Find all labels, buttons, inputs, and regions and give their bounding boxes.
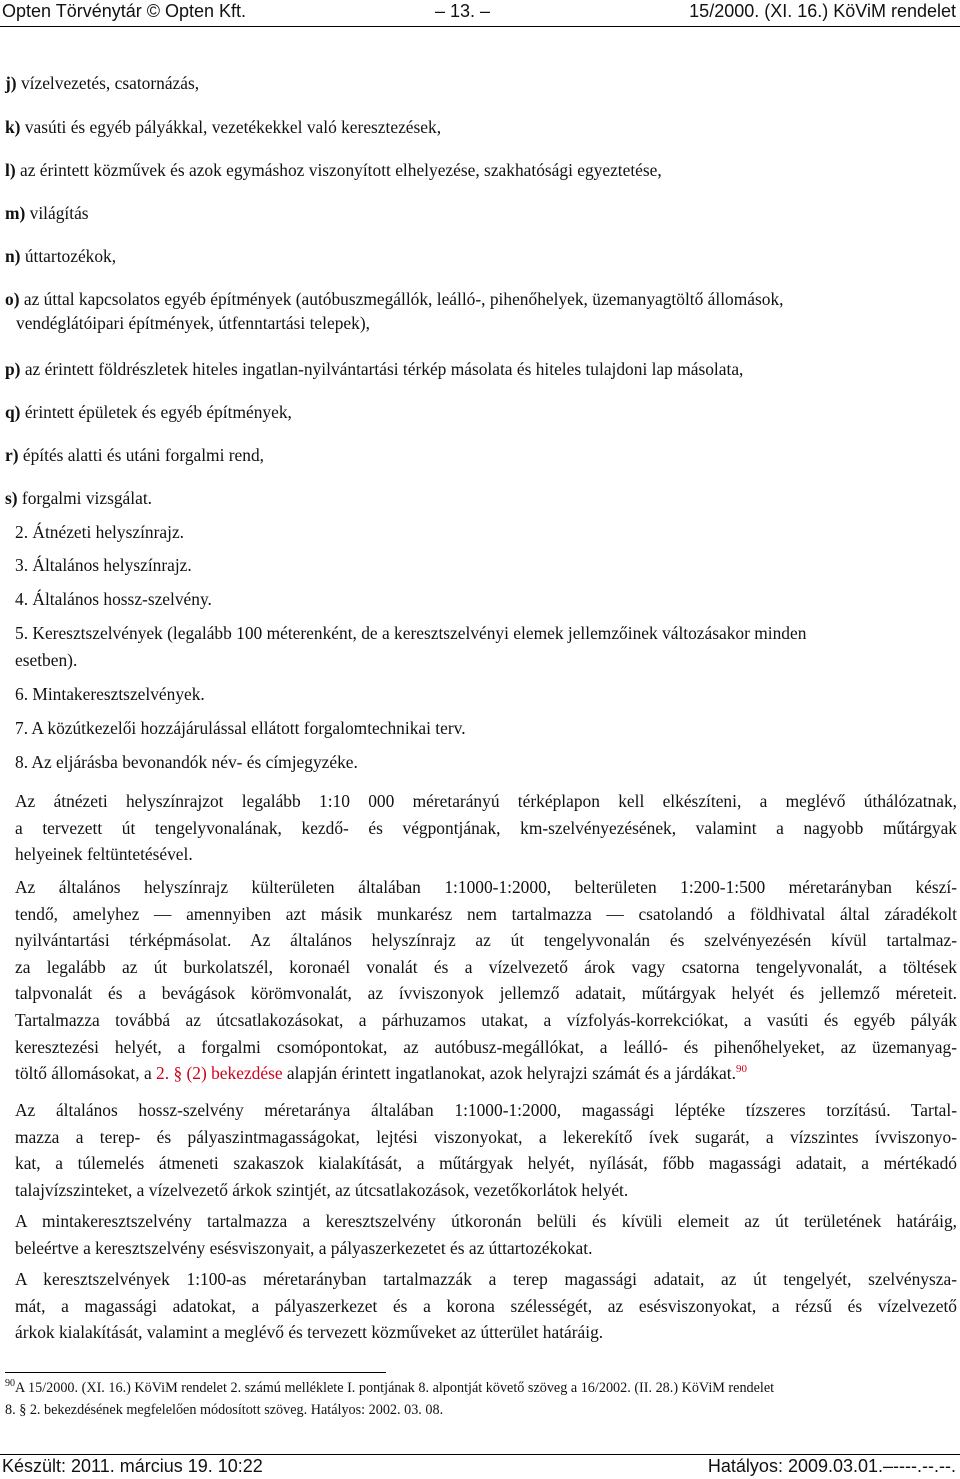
footnote-ref-90[interactable]: 90 [735, 1063, 747, 1076]
paragraph-general-site-plan-last-line: töltő állomásokat, a 2. § (2) bekezdése alapján érintett ingatlanokat, azok helyrajzi számát és a járdákat.$^{90}$ [15, 1063, 747, 1084]
numbered-item-5-continuation: esetben). [15, 650, 78, 670]
numbered-item-3: 3. Általános helyszínrajz. [15, 555, 192, 575]
paragraph-general-site-plan: Az általános helyszínrajz külterületen általában 1:1000-1:2000, belterületen 1:200-1:500 méretarányban készí- tendő, amelyhez — amennyiben azt másik munkarész nem tartalmazza — csatolandó a földhivatal által záradékolt nyilvántartási térképmásolat. Az általános helyszínrajz az út tengelyvonalán és szelvényezésén kívül tartalmaz- za legalább az út burkolatszél, koronaél vonalát és a vízelvezető árok vagy csatorna tengelyvonalát, a töltések talpvonalát és a bevágások körömvonalát, az ívviszonyok jellemző adatait, műtárgyak helyét és jellemző méreteit. Tartalmazza továbbá az útcsatlakozásokat, a párhuzamos utakat, a vízfolyás-korrekciókat, a vasúti és egyéb pályák keresztezési helyét, a forgalmi csomópontokat, az autóbusz-megállókat, a leálló- és pihenőhelyeket, az üzemanyag- töltő állomásokat, a 2. § (2) bekezdése alapján érintett ingatlanokat, azok helyrajzi számát és a járdákat.$^{90}$ [15, 874, 957, 1087]
header-rule [0, 26, 960, 27]
numbered-item-6: 6. Mintakeresztszelvények. [15, 684, 205, 704]
numbered-item-2: 2. Átnézeti helyszínrajz. [15, 522, 185, 542]
footnote-rule [5, 1372, 386, 1373]
list-item-o-continuation: vendéglátóipari építmények, útfenntartási telepek), [16, 313, 370, 333]
numbered-item-4: 4. Általános hossz-szelvény. [15, 589, 212, 609]
header-publisher: Opten Törvénytár © Opten Kft. [2, 1, 247, 21]
section-link-paragraph[interactable]: § (2) bekezdése [173, 1063, 283, 1084]
numbered-item-5: 5. Keresztszelvények (legalább 100 méterenként, de a keresztszelvényi elemek jellemzőinek változásakor minden [15, 623, 807, 643]
list-item-k: k) vasúti és egyéb pályákkal, vezetékekkel való keresztezések, [5, 117, 442, 137]
footer-rule [0, 1454, 960, 1455]
list-item-n: n) úttartozékok, [5, 246, 117, 266]
list-item-p: p) az érintett földrészletek hiteles ingatlan-nyilvántartási térkép másolata és hiteles tulajdoni lap másolata, [5, 359, 744, 379]
header-page-number: – 13. – [435, 1, 491, 21]
list-item-l: l) az érintett közművek és azok egymáshoz viszonyított elhelyezése, szakhatósági egyeztetése, [5, 160, 662, 180]
footer-effective: Hatályos: 2009.03.01.–----.--.--. [707, 1456, 956, 1476]
list-item-o: o) az úttal kapcsolatos egyéb építmények (autóbuszmegállók, leálló-, pihenőhelyek, üzemanyagtöltő állomások, [5, 289, 784, 309]
section-link-point[interactable]: 2. [156, 1063, 170, 1084]
footnote-90: $^{90}$A 15/2000. (XI. 16.) KöViM rendelet 2. számú melléklete I. pontjának 8. alpontját követő szöveg a 16/2002. (II. 28.) KöViM rendelet 8. § 2. bekezdésének megfelelően módosított szöveg. Hatályos: 2002. 03. 08. [5, 1378, 775, 1418]
list-item-s: s) forgalmi vizsgálat. [5, 488, 152, 508]
header-regulation: 15/2000. (XI. 16.) KöViM rendelet [689, 1, 956, 21]
list-item-j: j) vízelvezetés, csatornázás, [5, 73, 200, 93]
footnote-number: 90 [5, 1378, 15, 1389]
numbered-item-8: 8. Az eljárásba bevonandók név- és címjegyzéke. [15, 752, 358, 772]
paragraph-longitudinal-section: Az általános hossz-szelvény méretaránya általában 1:1000-1:2000, magassági léptéke tízszeres torzítású. Tartal- mazza a terep- és pályaszintmagasságokat, lejtési viszonyokat, a lekerekítő ívek sugarát, a vízszintes ívviszonyo- kat, a túlemelés átmeneti szakaszok kialakítását, a műtárgyak helyét, nyílását, főbb magassági adatait, a mértékadó talajvízszinteket, a vízelvezető árkok szintjét, az útcsatlakozások, vezetőkorlátok helyét. [15, 1100, 957, 1200]
list-item-m: m) világítás [5, 203, 89, 223]
paragraph-overview-site-plan: Az átnézeti helyszínrajzot legalább 1:10 000 méretarányú térképlapon kell elkészíteni, a meglévő úthálózatnak, a tervezett út tengelyvonalának, kezdő- és végpontjának, km-szelvényezésének, valamint a nagyobb műtárgyak helyeinek feltüntetésével. [15, 791, 957, 865]
page-header [0, 0, 960, 27]
numbered-item-7: 7. A közútkezelői hozzájárulással ellátott forgalomtechnikai terv. [15, 718, 466, 738]
footer-created: Készült: 2011. március 19. 10:22 [2, 1456, 263, 1476]
list-item-r: r) építés alatti és utáni forgalmi rend, [5, 445, 265, 465]
paragraph-typical-cross-section: A mintakeresztszelvény tartalmazza a keresztszelvény útkoronán belüli és kívüli elemeit az út területének határáig, beleértve a keresztszelvény esésviszonyait, a pályaszerkezetet és az úttartozékokat. [15, 1211, 957, 1258]
paragraph-cross-sections: A keresztszelvények 1:100-as méretarányban tartalmazzák a terep magassági adatait, az út tengelyét, szelvénysza- mát, a magassági adatokat, a pályaszerkezet és a korona szélességét, az esésviszonyokat, a rézsű és vízelvezető árkok kialakítását, valamint a meglévő és tervezett közműveket az útterület határáig. [15, 1269, 957, 1343]
list-item-q: q) érintett épületek és egyéb építmények, [5, 402, 292, 422]
